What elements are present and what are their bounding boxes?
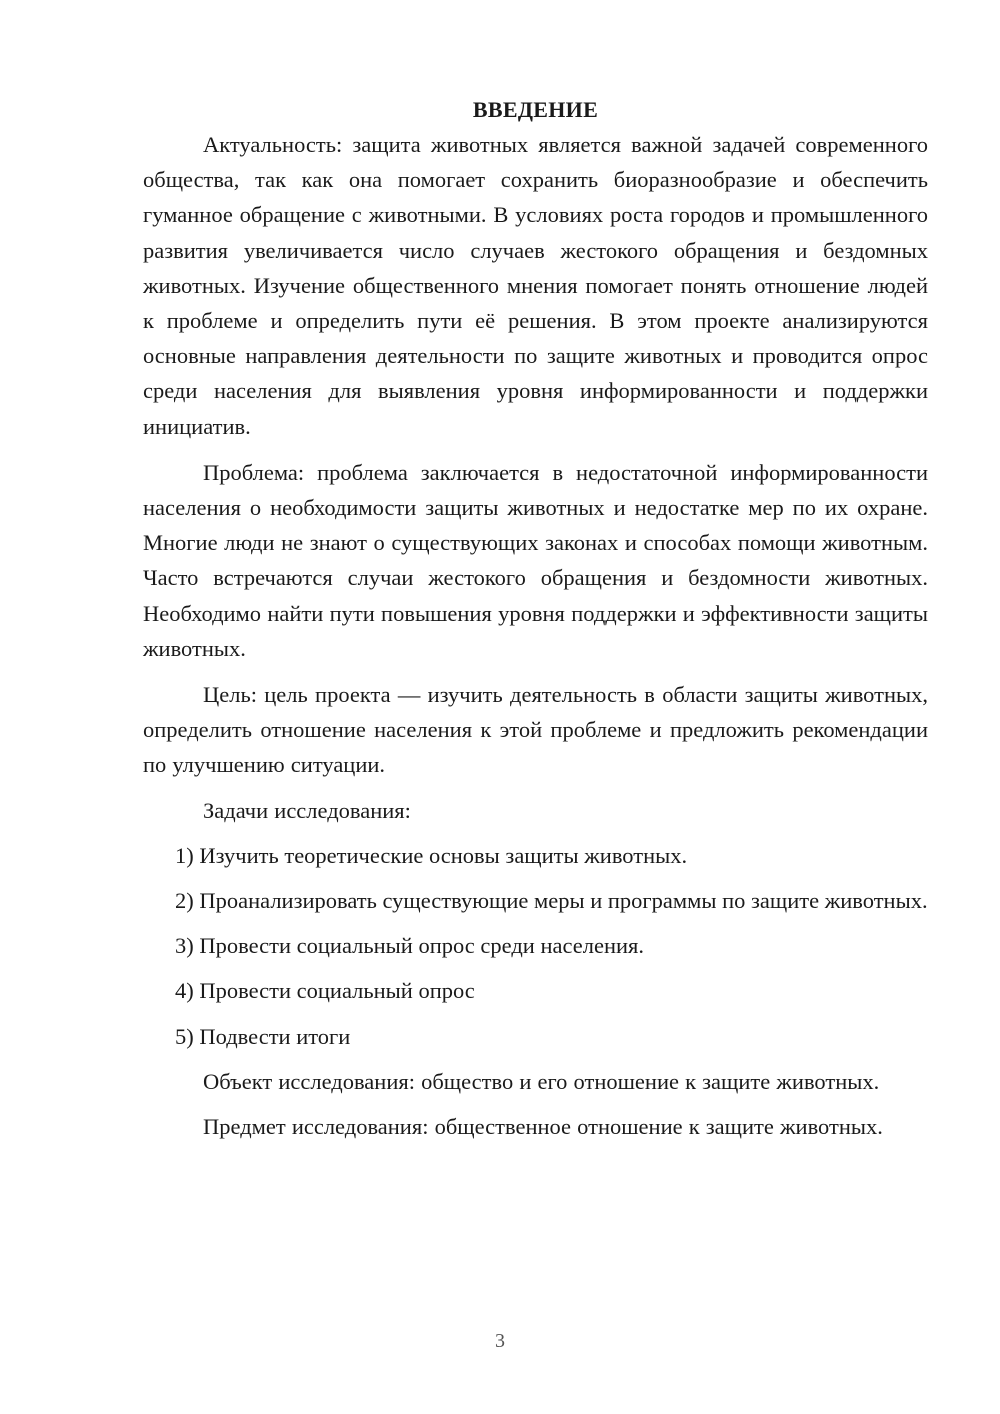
task-item-4: 4) Провести социальный опрос <box>175 978 475 1004</box>
document-page <box>143 92 928 1144</box>
tasks-heading: Задачи исследования: <box>203 797 411 823</box>
goal-paragraph: Цель: цель проекта — изучить деятельность в области защиты животных, определить отношение населения к этой проблеме и предложить рекомендации по улучшению ситуации. <box>143 682 928 778</box>
task-item-5: 5) Подвести итоги <box>175 1023 351 1049</box>
problem-paragraph: Проблема: проблема заключается в недостаточной информированности населения о необходимости защиты животных и недостатке мер по их охране. Многие люди не знают о существующих законах и способах помощи животным. Часто встречаются случаи жестокого обращения и бездомности животных. Необходимо найти пути повышения уровня поддержки и эффективности защиты животных. <box>143 459 928 661</box>
page-title: ВВЕДЕНИЕ <box>472 97 599 122</box>
subject-paragraph: Предмет исследования: общественное отношение к защите животных. <box>203 1114 883 1140</box>
page-number: 3 <box>495 1330 505 1352</box>
task-item-2: 2) Проанализировать существующие меры и программы по защите животных. <box>175 888 928 914</box>
task-item-3: 3) Провести социальный опрос среди населения. <box>175 933 645 959</box>
object-paragraph: Объект исследования: общество и его отношение к защите животных. <box>203 1068 880 1094</box>
relevance-paragraph: Актуальность: защита животных является важной задачей современного общества, так как она помогает сохранить биоразнообразие и обеспечить гуманное обращение с животными. В условиях роста городов и промышленного развития увеличивается число случаев жестокого обращения и бездомных животных. Изучение общественного мнения помогает понять отношение людей к проблеме и определить пути её решения. В этом проекте анализируются основные направления деятельности по защите животных и проводится опрос среди населения для выявления уровня информированности и поддержки инициатив. <box>143 132 928 439</box>
task-item-1: 1) Изучить теоретические основы защиты животных. <box>175 842 688 868</box>
